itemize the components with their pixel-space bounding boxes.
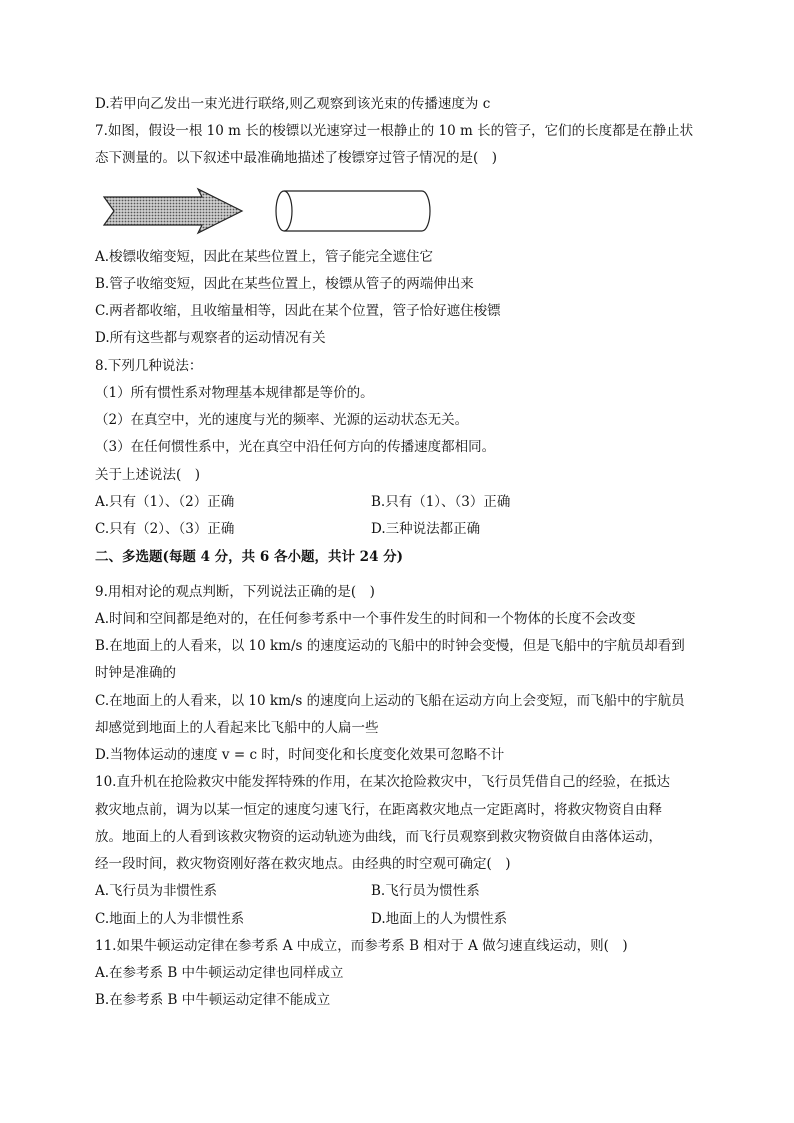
- option-a-q9: A.时间和空间都是绝对的，在任何参考系中一个事件发生的时间和一个物体的长度不会改变: [95, 611, 636, 627]
- option-d-q6: D.若甲向乙发出一束光进行联络,则乙观察到该光束的传播速度为 c: [95, 96, 491, 112]
- option-d-q10: D.地面上的人为惯性系: [371, 911, 508, 927]
- option-c-q8: C.只有（2）、（3）正确: [95, 521, 235, 537]
- statement-1: （1）所有惯性系对物理基本规律都是等价的。: [95, 385, 374, 401]
- statement-3: （3）在任何惯性系中，光在真空中沿任何方向的传播速度都相同。: [95, 439, 496, 455]
- question-9-stem: 9.用相对论的观点判断，下列说法正确的是( ): [95, 584, 375, 600]
- question-10-stem-cont2: 放。地面上的人看到该救灾物资的运动轨迹为曲线，而飞行员观察到救灾物资做自由落体运动，: [95, 829, 662, 845]
- option-a-q8: A.只有（1）、（2）正确: [95, 494, 235, 510]
- option-d-q7: D.所有这些都与观察者的运动情况有关: [95, 330, 326, 346]
- option-b-q9: B.在地面上的人看来，以 10 km/s 的速度运动的飞船中的时钟会变慢，但是飞船中的宇航员却看到: [95, 638, 685, 654]
- question-10-stem: 10.直升机在抢险救灾中能发挥特殊的作用，在某次抢险救灾中，飞行员凭借自己的经验，在抵达: [95, 774, 670, 790]
- option-b-q7: B.管子收缩变短，因此在某些位置上，梭镖从管子的两端伸出来: [95, 276, 474, 292]
- question-10-stem-cont1: 救灾地点前，调为以某一恒定的速度匀速飞行，在距离救灾地点一定距离时，将救灾物资自由释: [95, 802, 662, 818]
- question-11-stem: 11.如果牛顿运动定律在参考系 A 中成立，而参考系 B 相对于 A 做匀速直线运动，则( ): [95, 938, 628, 954]
- dart-and-tube-figure: [100, 184, 440, 238]
- option-b-q8: B.只有（1）、（3）正确: [371, 494, 511, 510]
- option-a-q7: A.梭镖收缩变短，因此在某些位置上，管子能完全遮住它: [95, 249, 434, 265]
- option-c-q9: C.在地面上的人看来，以 10 km/s 的速度向上运动的飞船在运动方向上会变短，而飞船中的宇航员: [95, 693, 685, 709]
- question-8-stem: 8.下列几种说法：: [95, 358, 203, 374]
- option-b-q9-cont: 时钟是准确的: [95, 665, 176, 681]
- option-b-q11: B.在参考系 B 中牛顿运动定律不能成立: [95, 992, 331, 1008]
- option-a-q10: A.飞行员为非惯性系: [95, 883, 218, 899]
- question-7-stem: 7.如图，假设一根 10 m 长的梭镖以光速穿过一根静止的 10 m 长的管子，它们的长度都是在静止状: [95, 123, 694, 139]
- question-8-prompt: 关于上述说法( ): [95, 467, 201, 483]
- section-heading-multiple-choice: 二、多选题(每题 4 分，共 6 各小题，共计 24 分): [95, 549, 404, 565]
- cylinder-tube-icon: [276, 191, 430, 231]
- question-7-stem-cont: 态下测量的。以下叙述中最准确地描述了梭镖穿过管子情况的是( ): [95, 150, 498, 166]
- option-d-q8: D.三种说法都正确: [371, 521, 481, 537]
- option-c-q10: C.地面上的人为非惯性系: [95, 911, 245, 927]
- statement-2: （2）在真空中，光的速度与光的频率、光源的运动状态无关。: [95, 412, 469, 428]
- option-b-q10: B.飞行员为惯性系: [371, 883, 480, 899]
- question-10-stem-cont3: 经一段时间，救灾物资刚好落在救灾地点。由经典的时空观可确定( ): [95, 856, 511, 872]
- option-c-q7: C.两者都收缩，且收缩量相等，因此在某个位置，管子恰好遮住梭镖: [95, 303, 501, 319]
- dart-arrow-icon: [104, 189, 242, 233]
- option-d-q9: D.当物体运动的速度 v = c 时，时间变化和长度变化效果可忽略不计: [95, 747, 505, 763]
- option-c-q9-cont: 却感觉到地面上的人看起来比飞船中的人扁一些: [95, 720, 379, 736]
- option-a-q11: A.在参考系 B 中牛顿运动定律也同样成立: [95, 965, 344, 981]
